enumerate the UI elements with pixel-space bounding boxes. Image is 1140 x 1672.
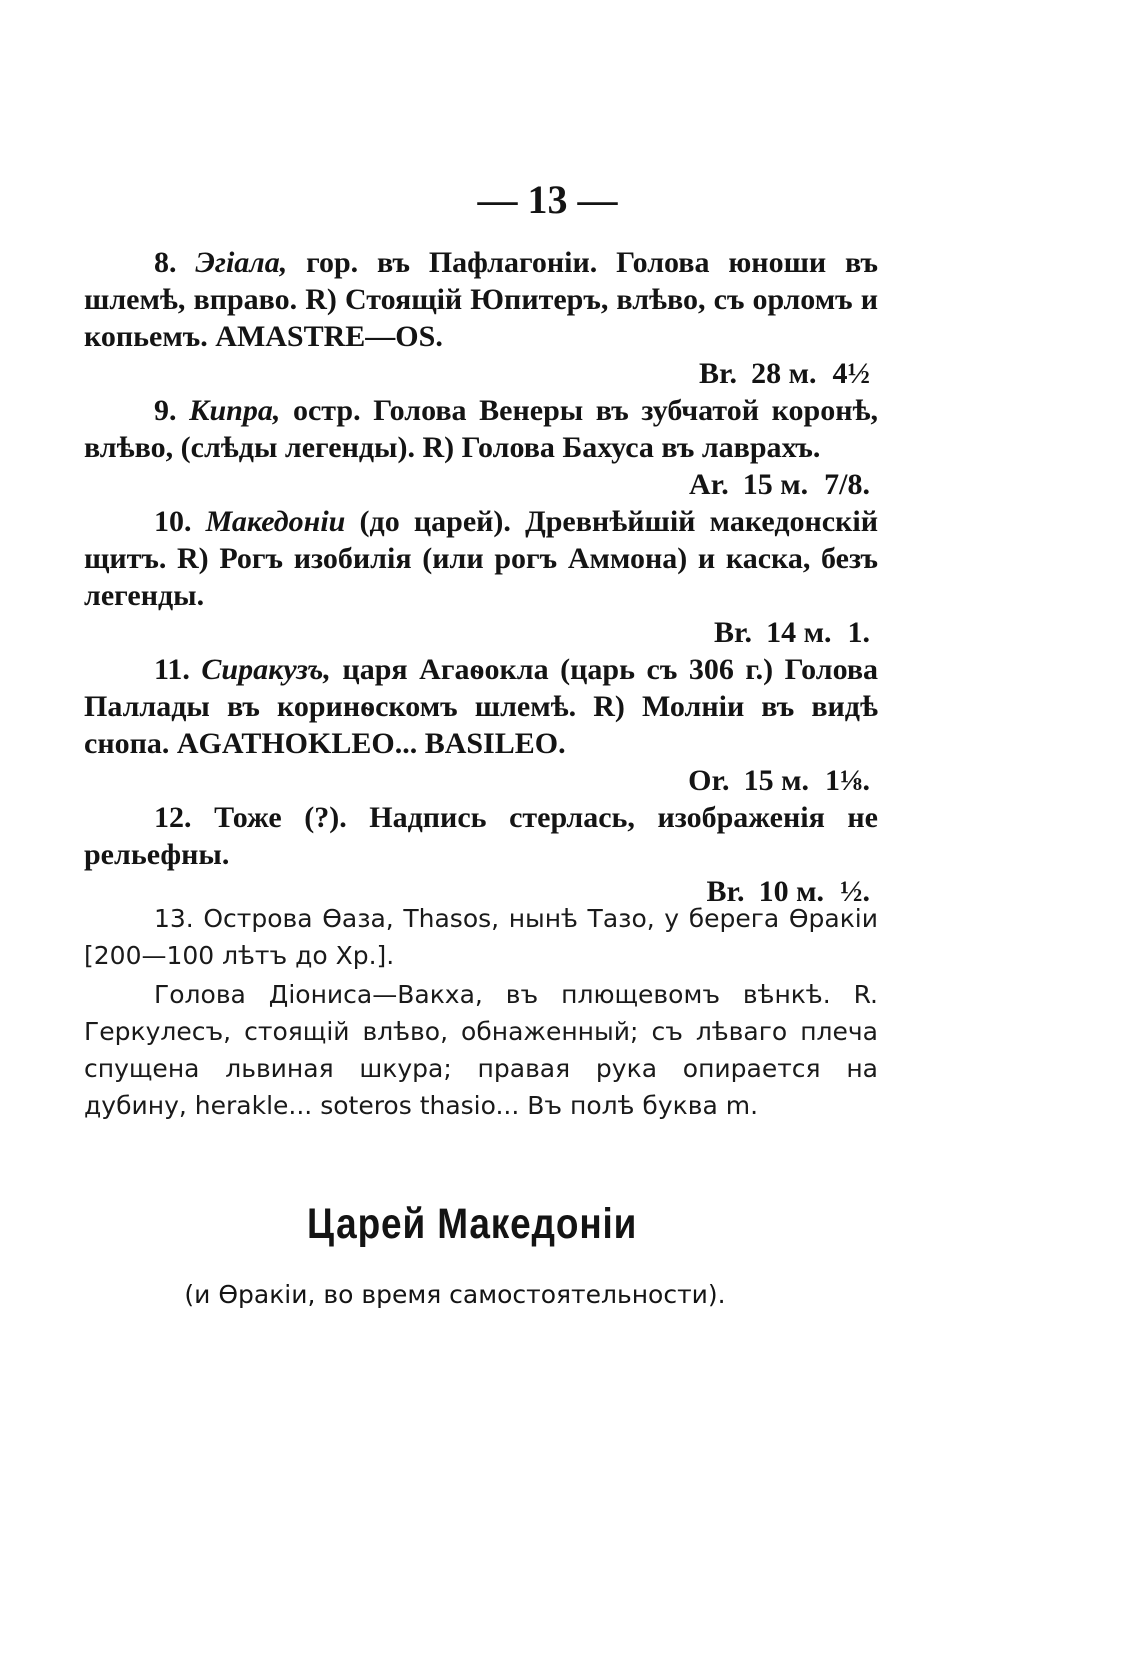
page-number: — 13 — [477,177,618,222]
entry-weight: 1⅛. [825,764,870,797]
entry-weight: 4½ [832,357,870,390]
entry-description: Тоже (?). Надпись стерлась, изображенiя не рельефны. [84,801,878,871]
entry-meta [84,466,878,503]
section-heading: Царей Македонiи [306,1200,638,1248]
thasos-intro: 13. Острова Ѳаза, Thasos, нынѣ Тазо, у берега Ѳракiи [200—100 лѣтъ до Хр.]. [84,904,878,970]
entry-text [84,503,878,614]
entry-meta [84,762,878,799]
entry-metal: Ar. [688,468,729,501]
entry-metal: Or. [688,764,730,797]
entry-place: Македонiи [205,505,346,538]
entry-description: (до царей). Древнѣйшiй македонскiй щитъ. R) Рогъ изобилiя (или рогъ Аммона) и каска, безъ легенды. [84,505,878,612]
entry-text [84,799,878,873]
entry-place: Эгiала, [195,246,288,279]
entry-weight: ½. [840,875,870,908]
coin-entry [84,392,878,503]
section-subheading: (и Ѳракiи, во время самостоятельности). [184,1280,726,1309]
entry-text [84,244,878,355]
entry-weight: 7/8. [824,468,870,501]
entry-number: 11. [154,653,190,686]
entry-meta [84,355,878,392]
entry-size: 15 м. [742,468,809,501]
coin-entry [84,799,878,910]
entry-metal: Br. [706,875,745,908]
entry-description: царя Агаѳокла (царь съ 306 г.) Голова Паллады въ коринѳскомъ шлемѣ. R) Молнiи въ видѣ снопа. AGATHOKLEO... BASILEO. [84,653,879,760]
entry-text [84,392,878,466]
coin-entry [84,651,878,799]
entry-number: 9. [154,394,177,427]
entry-place: Кипра, [189,394,281,427]
entry-size: 15 м. [743,764,809,797]
thasos-section [84,900,878,1124]
entry-number: 10. [154,505,192,538]
entry-metal: Br. [713,616,753,649]
entry-number: 8. [154,246,177,279]
entry-size: 10 м. [758,875,824,908]
entry-meta [84,614,878,651]
coin-entry [84,503,878,651]
entry-weight: 1. [847,616,870,649]
entry-metal: Br. [698,357,738,390]
entry-place: Сиракузъ, [201,653,331,686]
entry-size: 28 м. [751,357,817,390]
entry-description: остр. Голова Венеры въ зубчатой коронѣ, влѣво, (слѣды легенды). R) Голова Бахуса въ лаврахъ. [84,394,878,464]
thasos-description: Голова Дiониса—Вакха, въ плющевомъ вѣнкѣ. R. Геркулесъ, стоящiй влѣво, обнаженный; съ лѣваго плеча спущена львиная шкура; правая рука опирается на дубину, herakle... soteros thasio... Въ полѣ буква m. [84,980,878,1120]
entry-size: 14 м. [766,616,832,649]
entry-number: 12. [154,801,192,834]
coin-entry [84,244,878,392]
entry-text [84,651,878,762]
entry-description: гор. въ Пафлагонiи. Голова юноши въ шлемѣ, вправо. R) Стоящiй Юпитеръ, влѣво, съ орломъ и копьемъ. AMASTRE—OS. [84,246,879,353]
coin-entries [84,244,878,910]
